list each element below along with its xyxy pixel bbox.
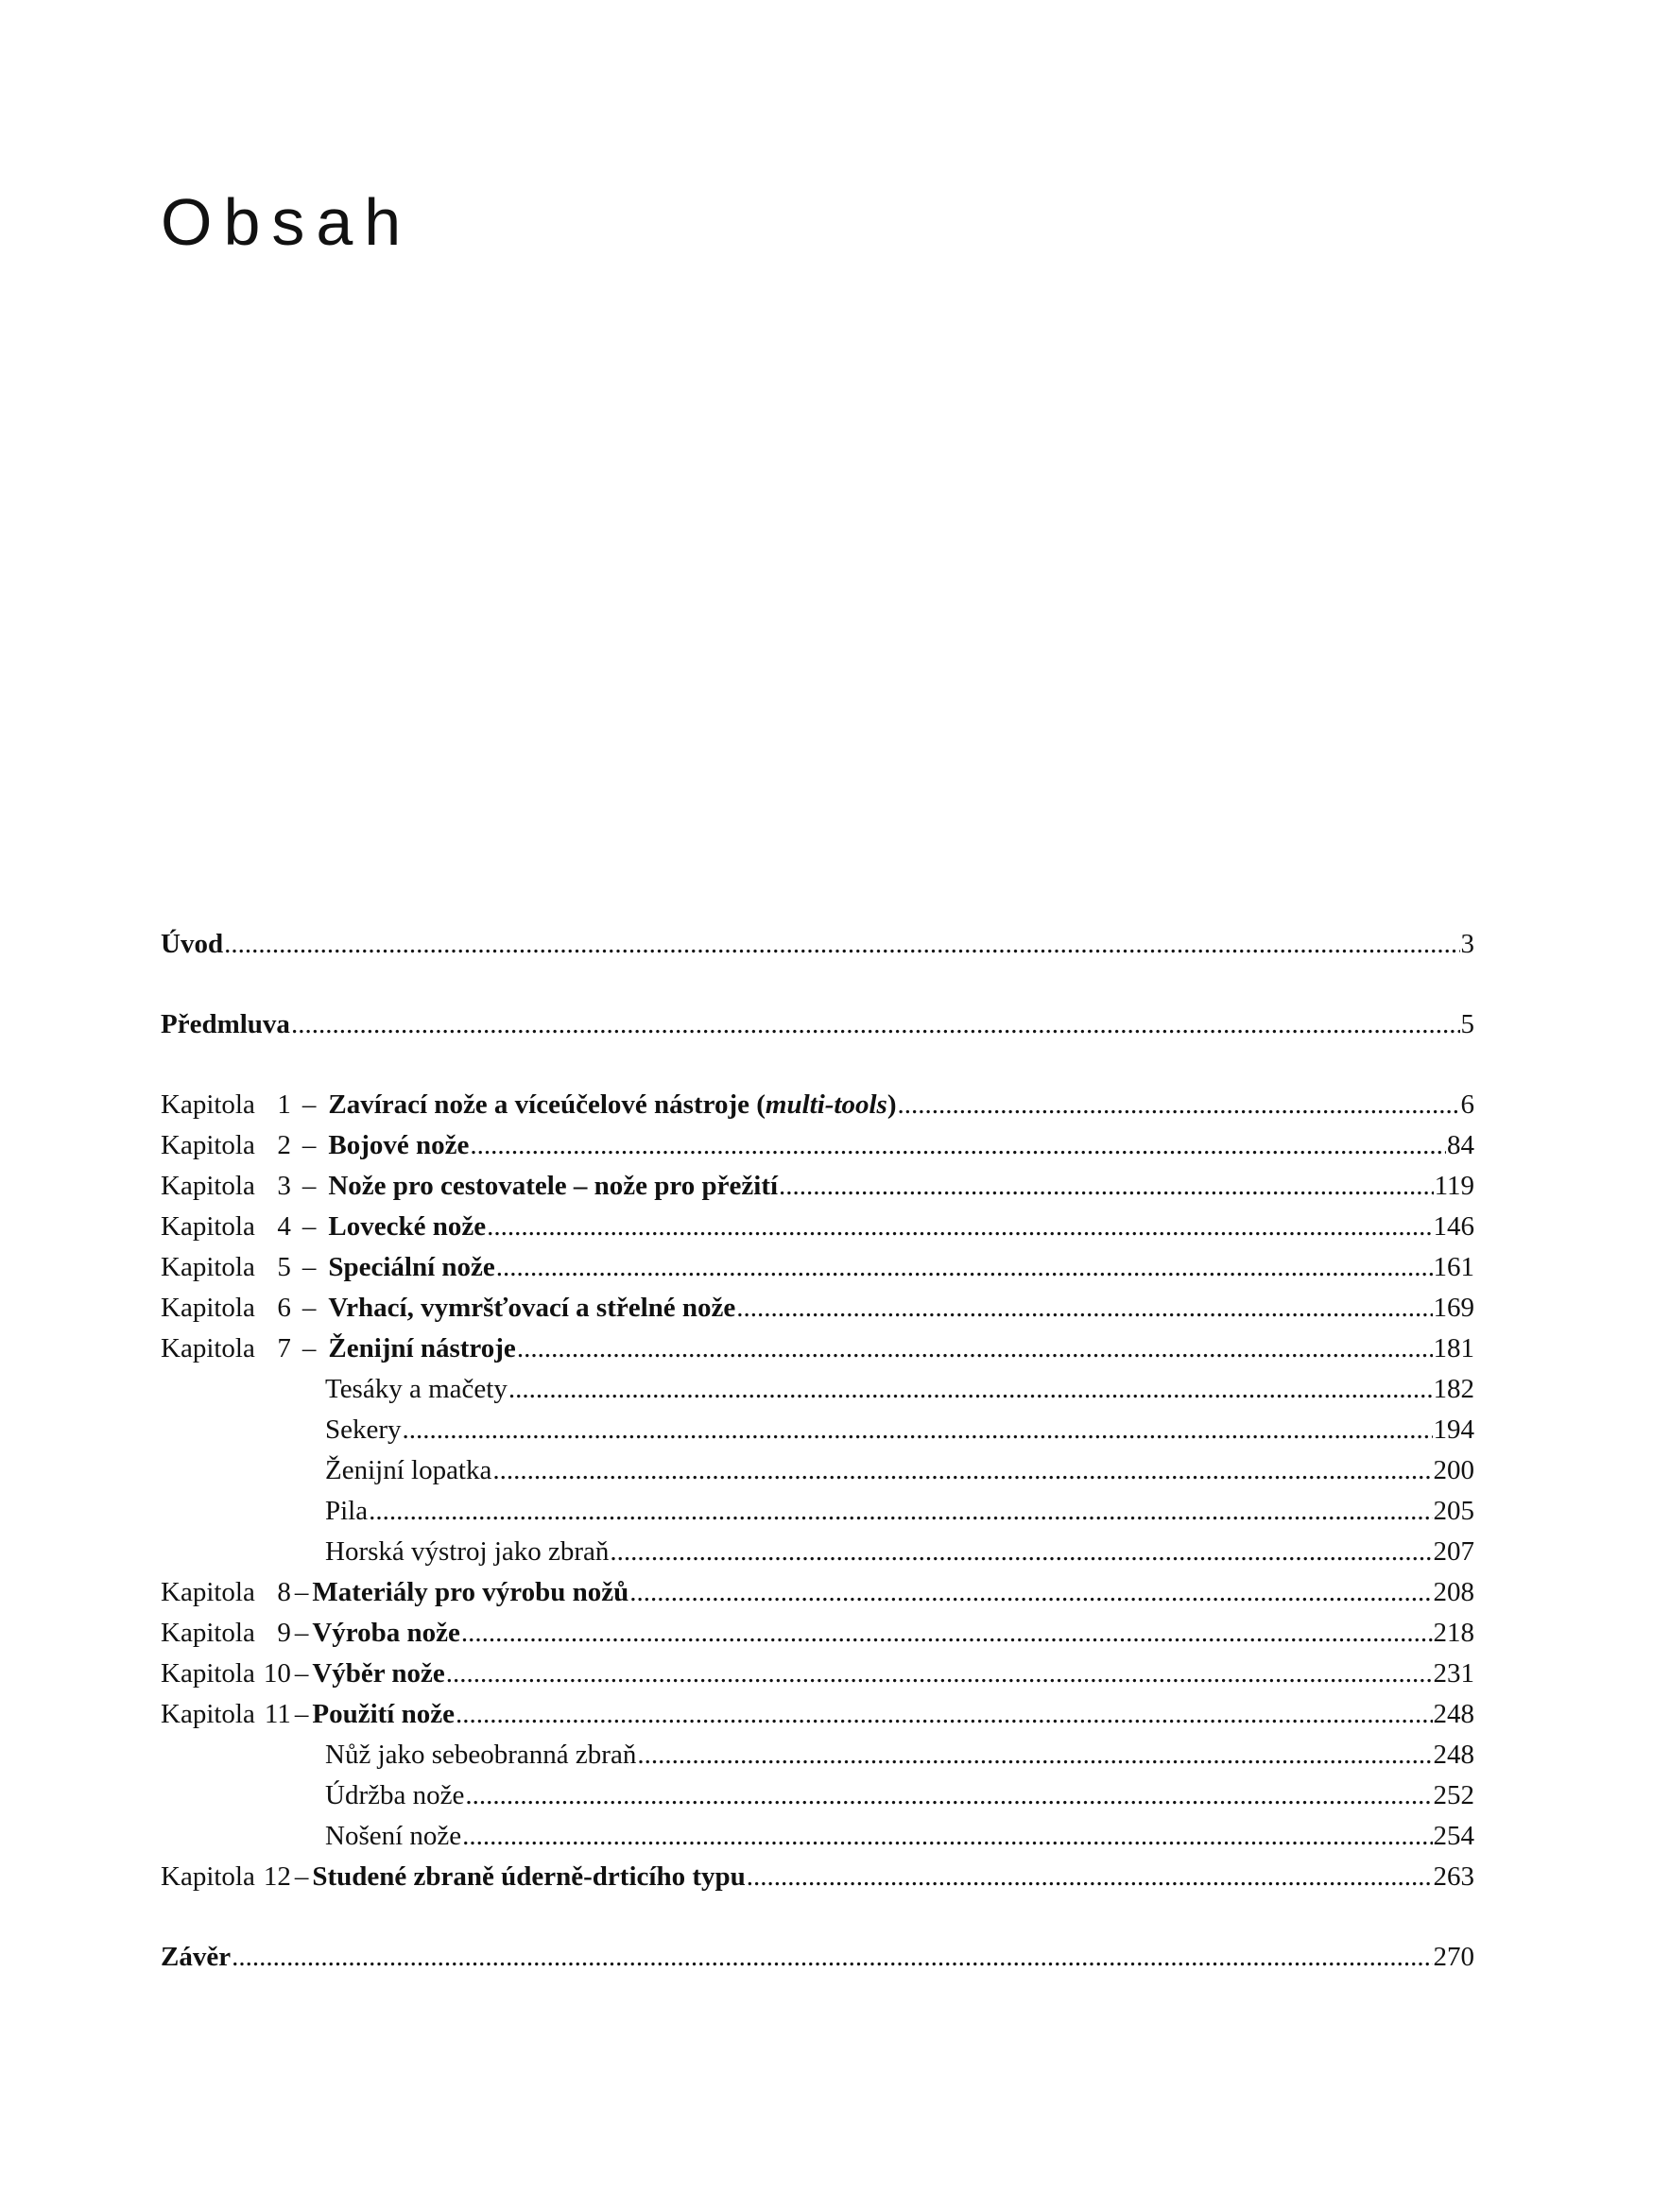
toc-page-number: 252 bbox=[1433, 1780, 1474, 1810]
chapter-prefix: Kapitola bbox=[161, 1861, 255, 1892]
chapter-number: 1 bbox=[277, 1089, 291, 1120]
dot-leader bbox=[462, 1816, 1432, 1857]
toc-subentry-label: Pila bbox=[325, 1496, 369, 1526]
chapter-dash: – bbox=[301, 1293, 317, 1323]
toc-subentry[interactable] bbox=[161, 1491, 1474, 1532]
toc-subentry-label: Údržba nože bbox=[325, 1780, 465, 1810]
dot-leader bbox=[747, 1857, 1433, 1897]
chapter-number: 2 bbox=[277, 1130, 291, 1160]
dot-leader bbox=[487, 1207, 1432, 1247]
toc-page-number: 6 bbox=[1460, 1089, 1474, 1120]
dot-leader bbox=[610, 1532, 1432, 1572]
dot-leader bbox=[369, 1491, 1432, 1532]
toc-page-number: 84 bbox=[1447, 1130, 1474, 1160]
chapter-title: Lovecké nože bbox=[328, 1211, 487, 1242]
dot-leader bbox=[224, 924, 1459, 965]
dot-leader bbox=[779, 1166, 1434, 1207]
page-title: Obsah bbox=[161, 185, 413, 259]
chapter-dash: – bbox=[294, 1699, 309, 1729]
chapter-number: 12 bbox=[263, 1861, 291, 1892]
toc-subentry[interactable] bbox=[161, 1735, 1474, 1775]
chapter-prefix: Kapitola bbox=[161, 1171, 255, 1201]
toc-subentry-label: Horská výstroj jako zbraň bbox=[325, 1536, 610, 1567]
chapter-title-italic: multi-tools bbox=[765, 1089, 887, 1120]
dot-leader bbox=[629, 1572, 1432, 1613]
toc-page-number: 207 bbox=[1433, 1536, 1474, 1567]
chapter-dash: – bbox=[301, 1089, 317, 1120]
toc-page-number: 3 bbox=[1460, 929, 1474, 959]
chapter-title: Výběr nože bbox=[312, 1658, 445, 1689]
toc-page-number: 208 bbox=[1433, 1577, 1474, 1607]
chapter-prefix: Kapitola bbox=[161, 1293, 255, 1323]
chapter-dash: – bbox=[301, 1211, 317, 1242]
chapter-title: Výroba nože bbox=[312, 1618, 460, 1648]
toc-page-number: 263 bbox=[1433, 1861, 1474, 1892]
toc-page-number: 169 bbox=[1433, 1293, 1474, 1323]
toc-page-number: 5 bbox=[1460, 1009, 1474, 1039]
chapter-number: 11 bbox=[264, 1699, 291, 1729]
table-of-contents bbox=[161, 924, 1474, 1978]
toc-subentry[interactable] bbox=[161, 1532, 1474, 1572]
chapter-dash: – bbox=[301, 1130, 317, 1160]
toc-entry-chapter-1[interactable] bbox=[161, 1085, 1474, 1125]
chapter-dash: – bbox=[294, 1618, 309, 1648]
dot-leader bbox=[232, 1937, 1432, 1978]
dot-leader bbox=[517, 1329, 1433, 1369]
toc-subentry[interactable] bbox=[161, 1816, 1474, 1857]
chapter-title: Vrhací, vymršťovací a střelné nože bbox=[328, 1293, 736, 1323]
chapter-title: Studené zbraně úderně-drticího typu bbox=[312, 1861, 746, 1892]
chapter-number: 4 bbox=[277, 1211, 291, 1242]
chapter-title: Nože pro cestovatele – nože pro přežití bbox=[328, 1171, 779, 1201]
dot-leader bbox=[403, 1410, 1433, 1450]
toc-entry-chapter-11[interactable] bbox=[161, 1694, 1474, 1735]
chapter-dash: – bbox=[294, 1658, 309, 1689]
toc-entry-predmluva[interactable] bbox=[161, 1004, 1474, 1045]
toc-page-number: 181 bbox=[1433, 1333, 1474, 1363]
chapter-prefix: Kapitola bbox=[161, 1699, 255, 1729]
chapter-number: 5 bbox=[277, 1252, 291, 1282]
chapter-prefix: Kapitola bbox=[161, 1658, 255, 1689]
chapter-title: Bojové nože bbox=[328, 1130, 470, 1160]
toc-entry-uvod[interactable] bbox=[161, 924, 1474, 965]
dot-leader bbox=[508, 1369, 1433, 1410]
toc-page-number: 161 bbox=[1433, 1252, 1474, 1282]
toc-page-number: 205 bbox=[1433, 1496, 1474, 1526]
toc-subentry-label: Nošení nože bbox=[325, 1821, 462, 1851]
chapter-number: 3 bbox=[277, 1171, 291, 1201]
toc-entry-chapter-10[interactable] bbox=[161, 1654, 1474, 1694]
chapter-title: Zavírací nože a víceúčelové nástroje ( bbox=[328, 1089, 766, 1120]
dot-leader bbox=[291, 1004, 1460, 1045]
toc-entry-chapter-5[interactable] bbox=[161, 1247, 1474, 1288]
dot-leader bbox=[470, 1125, 1446, 1166]
toc-page-number: 218 bbox=[1433, 1618, 1474, 1648]
chapter-dash: – bbox=[301, 1252, 317, 1282]
toc-subentry-label: Nůž jako sebeobranná zbraň bbox=[325, 1740, 637, 1770]
toc-subentry[interactable] bbox=[161, 1775, 1474, 1816]
chapter-dash: – bbox=[301, 1171, 317, 1201]
toc-page-number: 200 bbox=[1433, 1455, 1474, 1485]
chapter-dash: – bbox=[301, 1333, 317, 1363]
toc-entry-label: Úvod bbox=[161, 929, 224, 959]
dot-leader bbox=[446, 1654, 1433, 1694]
toc-entry-chapter-2[interactable] bbox=[161, 1125, 1474, 1166]
chapter-prefix: Kapitola bbox=[161, 1211, 255, 1242]
toc-subentry[interactable] bbox=[161, 1450, 1474, 1491]
toc-entry-chapter-4[interactable] bbox=[161, 1207, 1474, 1247]
toc-subentry-label: Tesáky a mačety bbox=[325, 1374, 508, 1404]
toc-page-number: 182 bbox=[1433, 1374, 1474, 1404]
toc-page-number: 248 bbox=[1433, 1699, 1474, 1729]
dot-leader bbox=[736, 1288, 1432, 1329]
toc-entry-zaver[interactable] bbox=[161, 1937, 1474, 1978]
toc-entry-label: Předmluva bbox=[161, 1009, 290, 1039]
toc-page-number: 270 bbox=[1433, 1942, 1474, 1972]
chapter-prefix: Kapitola bbox=[161, 1618, 255, 1648]
toc-page-number: 231 bbox=[1433, 1658, 1474, 1689]
chapter-dash: – bbox=[294, 1577, 309, 1607]
chapter-number: 7 bbox=[277, 1333, 291, 1363]
chapter-title: Použití nože bbox=[312, 1699, 455, 1729]
dot-leader bbox=[461, 1613, 1433, 1654]
toc-page-number: 248 bbox=[1433, 1740, 1474, 1770]
toc-subentry[interactable] bbox=[161, 1369, 1474, 1410]
toc-page-number: 119 bbox=[1434, 1171, 1474, 1201]
dot-leader bbox=[465, 1775, 1432, 1816]
chapter-prefix: Kapitola bbox=[161, 1252, 255, 1282]
chapter-number: 8 bbox=[277, 1577, 291, 1607]
chapter-prefix: Kapitola bbox=[161, 1130, 255, 1160]
toc-page-number: 254 bbox=[1433, 1821, 1474, 1851]
chapter-dash: – bbox=[294, 1861, 309, 1892]
toc-subentry[interactable] bbox=[161, 1410, 1474, 1450]
toc-subentry-label: Ženijní lopatka bbox=[325, 1455, 492, 1485]
toc-entry-chapter-3[interactable] bbox=[161, 1166, 1474, 1207]
chapter-title: Materiály pro výrobu nožů bbox=[312, 1577, 629, 1607]
toc-page-number: 194 bbox=[1433, 1415, 1474, 1445]
toc-entry-chapter-7[interactable] bbox=[161, 1329, 1474, 1369]
toc-entry-chapter-9[interactable] bbox=[161, 1613, 1474, 1654]
chapter-prefix: Kapitola bbox=[161, 1577, 255, 1607]
dot-leader bbox=[897, 1085, 1459, 1125]
toc-entry-chapter-8[interactable] bbox=[161, 1572, 1474, 1613]
chapter-number: 6 bbox=[277, 1293, 291, 1323]
chapter-prefix: Kapitola bbox=[161, 1333, 255, 1363]
chapter-title: Ženijní nástroje bbox=[328, 1333, 516, 1363]
dot-leader bbox=[456, 1694, 1433, 1735]
chapter-prefix: Kapitola bbox=[161, 1089, 255, 1120]
dot-leader bbox=[637, 1735, 1432, 1775]
toc-page-number: 146 bbox=[1433, 1211, 1474, 1242]
dot-leader bbox=[492, 1450, 1432, 1491]
toc-entry-chapter-12[interactable] bbox=[161, 1857, 1474, 1897]
chapter-title-end: ) bbox=[887, 1089, 897, 1120]
chapter-number: 9 bbox=[277, 1618, 291, 1648]
dot-leader bbox=[496, 1247, 1433, 1288]
toc-subentry-label: Sekery bbox=[325, 1415, 402, 1445]
chapter-title: Speciální nože bbox=[328, 1252, 495, 1282]
toc-entry-label: Závěr bbox=[161, 1942, 232, 1972]
toc-entry-chapter-6[interactable] bbox=[161, 1288, 1474, 1329]
chapter-number: 10 bbox=[263, 1658, 291, 1689]
